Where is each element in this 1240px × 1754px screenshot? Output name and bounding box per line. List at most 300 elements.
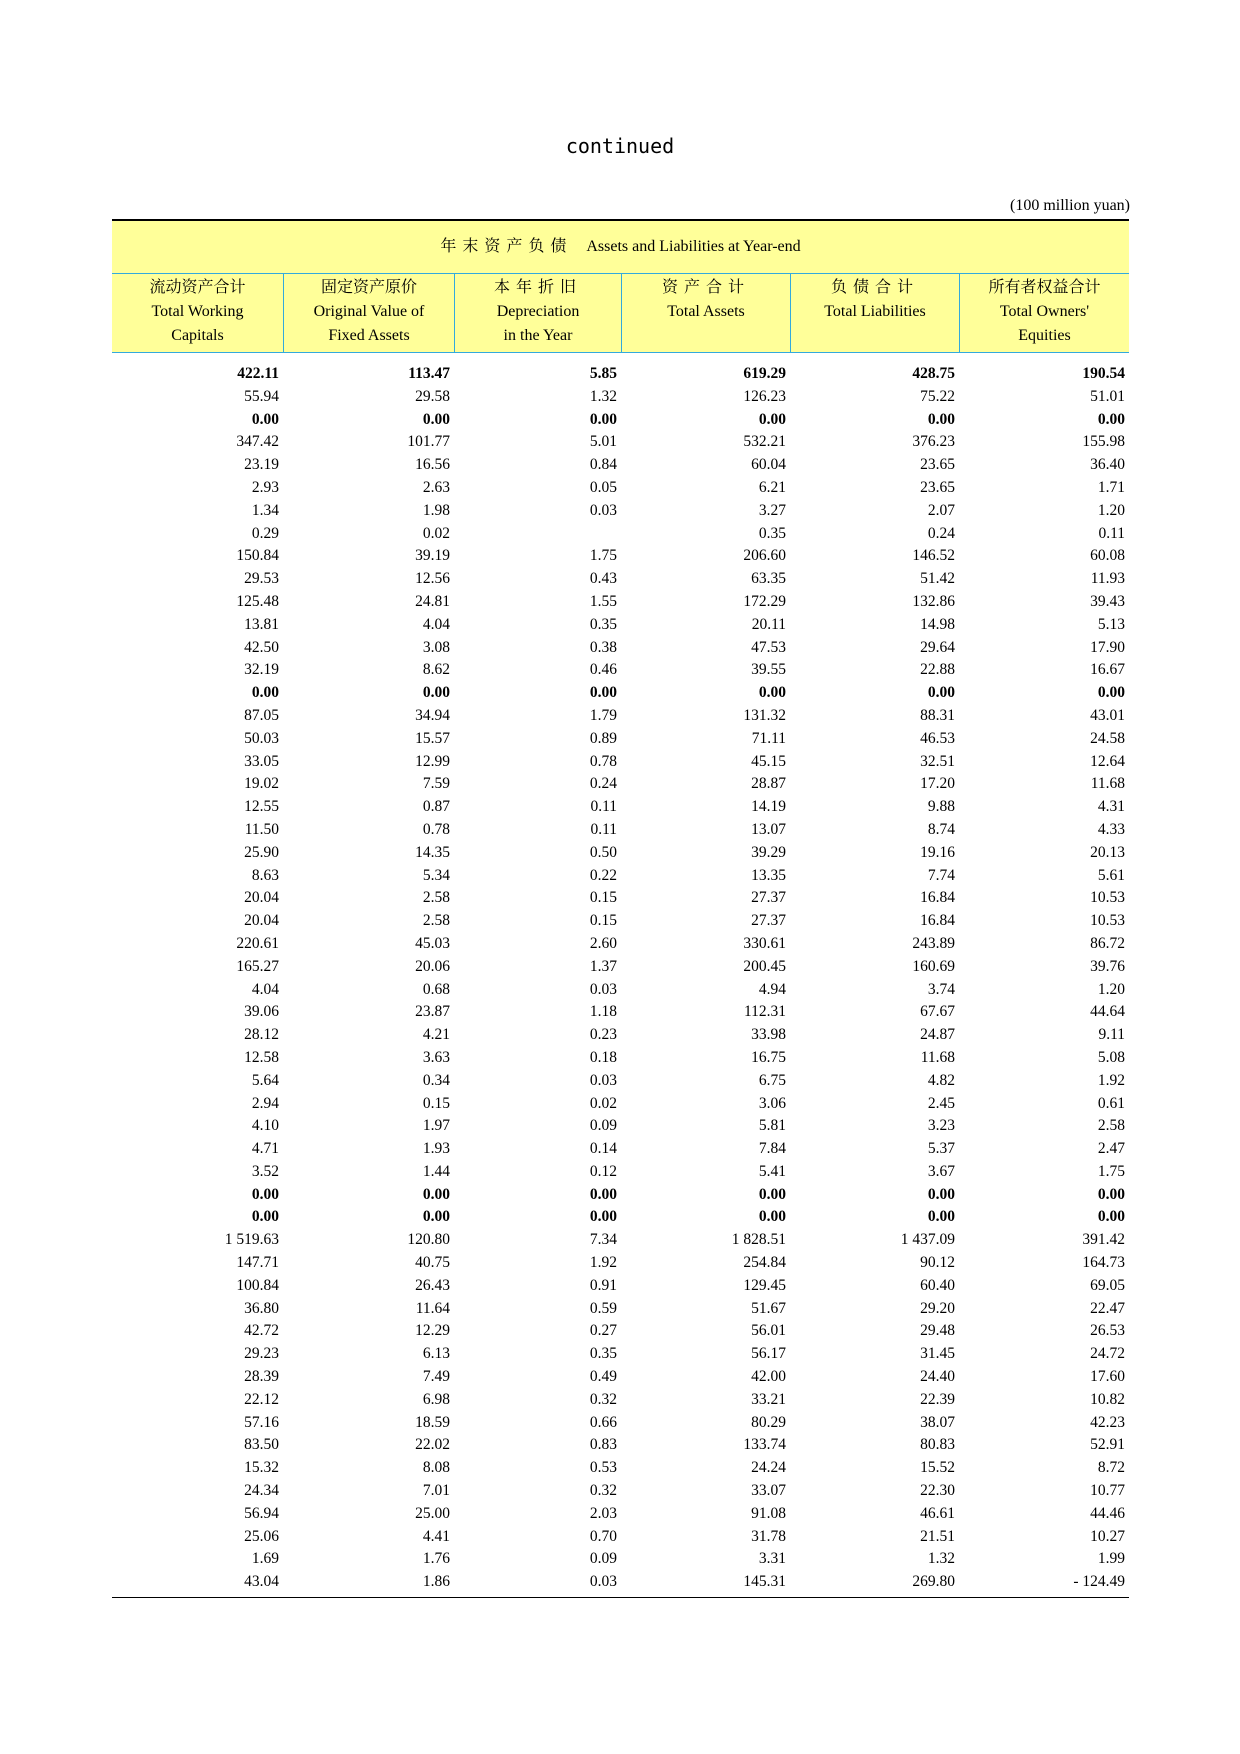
table-cell: 16.56 xyxy=(415,456,450,474)
table-cell: 71.11 xyxy=(751,729,786,747)
table-cell: 0.00 xyxy=(251,1208,279,1226)
table-cell: 0.49 xyxy=(589,1368,617,1386)
table-cell: 1.92 xyxy=(589,1254,617,1272)
table-cell: 0.00 xyxy=(422,1208,450,1226)
table-row xyxy=(112,659,1129,682)
group-header-zh: 年末资产负债 xyxy=(440,238,573,255)
table-cell: 80.29 xyxy=(751,1413,786,1431)
table-cell: 0.78 xyxy=(422,820,450,838)
table-cell: 28.87 xyxy=(751,775,786,793)
table-cell: 0.05 xyxy=(589,478,617,496)
table-cell: 3.31 xyxy=(758,1550,786,1568)
column-header-zh: 固定资产原价 xyxy=(320,279,417,296)
table-cell: 2.60 xyxy=(589,934,617,952)
table-cell: 0.24 xyxy=(589,775,617,793)
table-cell: 39.76 xyxy=(1090,957,1125,975)
table-cell: 46.53 xyxy=(920,729,955,747)
table-row xyxy=(112,682,1129,705)
table-cell: 0.23 xyxy=(589,1026,617,1044)
table-row xyxy=(112,1457,1129,1480)
table-row xyxy=(112,1366,1129,1389)
table-cell: 23.65 xyxy=(920,478,955,496)
table-cell: 39.29 xyxy=(751,843,786,861)
table-cell: 0.00 xyxy=(1097,410,1125,428)
table-row xyxy=(112,431,1129,454)
table-cell: 0.00 xyxy=(1097,1185,1125,1203)
table-row xyxy=(112,1389,1129,1412)
table-cell: 88.31 xyxy=(920,706,955,724)
table-cell: 1.20 xyxy=(1097,980,1125,998)
table-row xyxy=(112,1412,1129,1435)
table-cell: 1.55 xyxy=(589,592,617,610)
table-cell: 0.00 xyxy=(422,410,450,428)
table-cell: 160.69 xyxy=(912,957,955,975)
table-cell: 2.07 xyxy=(927,501,955,519)
table-cell: 0.00 xyxy=(251,410,279,428)
table-cell: 43.04 xyxy=(244,1573,279,1591)
column-header-total-assets xyxy=(621,274,790,352)
table-cell: 16.84 xyxy=(920,889,955,907)
table-cell: 113.47 xyxy=(408,365,450,382)
table-cell: 347.42 xyxy=(236,433,279,451)
table-cell: 4.10 xyxy=(251,1117,279,1135)
table-row xyxy=(112,751,1129,774)
table-cell: 0.00 xyxy=(927,1208,955,1226)
table-cell: 17.60 xyxy=(1090,1368,1125,1386)
table-cell: 0.32 xyxy=(589,1482,617,1500)
table-row xyxy=(112,1252,1129,1275)
table-cell: 126.23 xyxy=(743,387,786,405)
table-cell: 0.84 xyxy=(589,456,617,474)
table-cell: 23.65 xyxy=(920,456,955,474)
table-cell: 27.37 xyxy=(751,889,786,907)
table-cell: 532.21 xyxy=(743,433,786,451)
table-cell: 24.81 xyxy=(415,592,450,610)
table-cell: 4.82 xyxy=(927,1071,955,1089)
table-cell: 1.99 xyxy=(1097,1550,1125,1568)
table-cell: 4.41 xyxy=(422,1527,450,1545)
table-cell: 12.29 xyxy=(415,1322,450,1340)
table-cell: 165.27 xyxy=(236,957,279,975)
table-cell: 38.07 xyxy=(920,1413,955,1431)
table-row xyxy=(112,568,1129,591)
table-cell: 10.77 xyxy=(1090,1482,1125,1500)
table-row xyxy=(112,1229,1129,1252)
table-cell: 33.98 xyxy=(751,1026,786,1044)
group-header xyxy=(112,221,1129,274)
table-cell: 0.35 xyxy=(758,524,786,542)
column-header-en: Equities xyxy=(1018,327,1071,344)
table-cell: 120.80 xyxy=(407,1231,450,1249)
table-cell: 21.51 xyxy=(920,1527,955,1545)
table-cell: 4.94 xyxy=(758,980,786,998)
table-cell: 6.13 xyxy=(422,1345,450,1363)
table-cell: 0.27 xyxy=(589,1322,617,1340)
table-cell: 428.75 xyxy=(912,365,955,382)
table-cell: 60.40 xyxy=(920,1276,955,1294)
table-cell: 220.61 xyxy=(236,934,279,952)
table-row xyxy=(112,637,1129,660)
table-cell: 0.24 xyxy=(927,524,955,542)
table-row xyxy=(112,1001,1129,1024)
table-cell: 23.19 xyxy=(244,456,279,474)
table-cell: 26.53 xyxy=(1090,1322,1125,1340)
table-cell: 20.04 xyxy=(244,889,279,907)
table-cell: 100.84 xyxy=(236,1276,279,1294)
table-cell: 0.00 xyxy=(589,410,617,428)
table-cell: 17.20 xyxy=(920,775,955,793)
table-cell: 56.94 xyxy=(244,1504,279,1522)
table-cell: 22.12 xyxy=(244,1390,279,1408)
table-cell: 0.00 xyxy=(1097,684,1125,702)
table-cell: 150.84 xyxy=(236,547,279,565)
table-cell: 7.34 xyxy=(589,1231,617,1249)
table-cell: 2.63 xyxy=(422,478,450,496)
table-cell: 31.45 xyxy=(920,1345,955,1363)
table-cell: 0.02 xyxy=(422,524,450,542)
table-row xyxy=(112,386,1129,409)
table-cell: 11.68 xyxy=(920,1048,955,1066)
table-cell: 25.06 xyxy=(244,1527,279,1545)
table-cell: 2.58 xyxy=(422,889,450,907)
table-row xyxy=(112,796,1129,819)
table-cell: 15.52 xyxy=(920,1459,955,1477)
table-row xyxy=(112,1343,1129,1366)
column-headers xyxy=(112,274,1129,352)
table-cell: 7.74 xyxy=(927,866,955,884)
table-cell: 6.75 xyxy=(758,1071,786,1089)
table-cell: 391.42 xyxy=(1082,1231,1125,1249)
table-cell: 90.12 xyxy=(920,1254,955,1272)
table-cell: 206.60 xyxy=(743,547,786,565)
table-row xyxy=(112,1548,1129,1571)
table-cell: 22.39 xyxy=(920,1390,955,1408)
table-cell: 0.00 xyxy=(251,1185,279,1203)
table-cell: 55.94 xyxy=(244,387,279,405)
table-row xyxy=(112,523,1129,546)
table-cell: 1.32 xyxy=(589,387,617,405)
table-cell: 60.08 xyxy=(1090,547,1125,565)
table-row xyxy=(112,956,1129,979)
table-cell: 4.31 xyxy=(1097,798,1125,816)
table-cell: 3.27 xyxy=(758,501,786,519)
table-cell: 0.00 xyxy=(589,1208,617,1226)
table-cell: 9.11 xyxy=(1098,1026,1125,1044)
table-cell: 39.19 xyxy=(415,547,450,565)
table-cell: 3.74 xyxy=(927,980,955,998)
column-header-original-value-fixed-assets xyxy=(283,274,454,352)
table-row xyxy=(112,1275,1129,1298)
table-cell: 25.00 xyxy=(415,1504,450,1522)
table-cell: 51.42 xyxy=(920,570,955,588)
table-cell: 13.81 xyxy=(244,615,279,633)
table-row xyxy=(112,728,1129,751)
table-cell: 2.47 xyxy=(1097,1140,1125,1158)
table-row xyxy=(112,454,1129,477)
table-cell: 125.48 xyxy=(236,592,279,610)
table-row xyxy=(112,1320,1129,1343)
table-row xyxy=(112,591,1129,614)
table-cell: 0.38 xyxy=(589,638,617,656)
table-cell: 20.04 xyxy=(244,912,279,930)
table-cell: 1.44 xyxy=(422,1162,450,1180)
table-cell: 0.11 xyxy=(1098,524,1125,542)
table-cell: 1.37 xyxy=(589,957,617,975)
table-cell: 16.84 xyxy=(920,912,955,930)
table-cell: 1.98 xyxy=(422,501,450,519)
table-cell: 22.30 xyxy=(920,1482,955,1500)
table-cell: 12.56 xyxy=(415,570,450,588)
table-header xyxy=(112,221,1129,353)
table-cell: 0.09 xyxy=(589,1117,617,1135)
table-cell: 0.34 xyxy=(422,1071,450,1089)
table-cell: 0.15 xyxy=(422,1094,450,1112)
table-cell: 27.37 xyxy=(751,912,786,930)
table-cell: 1.79 xyxy=(589,706,617,724)
table-cell: 2.58 xyxy=(422,912,450,930)
table-cell: 0.66 xyxy=(589,1413,617,1431)
table-cell: 0.03 xyxy=(589,980,617,998)
table-cell: 2.93 xyxy=(251,478,279,496)
table-cell: 29.58 xyxy=(415,387,450,405)
table-cell: 56.01 xyxy=(751,1322,786,1340)
table-cell: 11.68 xyxy=(1090,775,1125,793)
table-cell: 16.75 xyxy=(751,1048,786,1066)
table-cell: 0.50 xyxy=(589,843,617,861)
table-cell: 330.61 xyxy=(743,934,786,952)
bottom-rule xyxy=(112,1597,1129,1598)
table-cell: 19.16 xyxy=(920,843,955,861)
table-cell: 29.48 xyxy=(920,1322,955,1340)
table-cell: 1 828.51 xyxy=(731,1231,786,1249)
table-cell: 1.34 xyxy=(251,501,279,519)
column-header-zh: 负债合计 xyxy=(830,279,919,296)
column-header-total-owners-equities xyxy=(959,274,1129,352)
table-row xyxy=(112,933,1129,956)
table-row xyxy=(112,979,1129,1002)
table-cell: 0.00 xyxy=(589,1185,617,1203)
table-cell: 28.39 xyxy=(244,1368,279,1386)
table-row xyxy=(112,1571,1129,1594)
table-cell: 50.03 xyxy=(244,729,279,747)
table-cell: 39.43 xyxy=(1090,592,1125,610)
table-cell: 132.86 xyxy=(912,592,955,610)
column-header-en: Depreciation xyxy=(496,303,580,320)
table-row xyxy=(112,1480,1129,1503)
table-cell: 29.64 xyxy=(920,638,955,656)
table-cell: 0.00 xyxy=(758,1185,786,1203)
table-row xyxy=(112,1024,1129,1047)
table-cell: 0.11 xyxy=(590,820,617,838)
table-cell: 0.35 xyxy=(589,615,617,633)
table-cell: 8.08 xyxy=(422,1459,450,1477)
table-row xyxy=(112,910,1129,933)
table-cell: 15.32 xyxy=(244,1459,279,1477)
table-cell: 0.89 xyxy=(589,729,617,747)
table-cell: 146.52 xyxy=(912,547,955,565)
column-header-zh: 所有者权益合计 xyxy=(988,279,1101,296)
table-cell: 24.24 xyxy=(751,1459,786,1477)
table-cell: 11.64 xyxy=(415,1299,450,1317)
table-row xyxy=(112,842,1129,865)
table-cell: 29.53 xyxy=(244,570,279,588)
table-cell: 0.00 xyxy=(758,1208,786,1226)
table-cell: 12.99 xyxy=(415,752,450,770)
table-cell: 0.00 xyxy=(927,410,955,428)
table-cell: 3.67 xyxy=(927,1162,955,1180)
column-header-en: in the Year xyxy=(503,327,573,344)
table-cell: 3.63 xyxy=(422,1048,450,1066)
table-row xyxy=(112,363,1129,386)
table-cell: 91.08 xyxy=(751,1504,786,1522)
column-header-en: Capitals xyxy=(171,327,224,344)
table-cell: 2.45 xyxy=(927,1094,955,1112)
table-cell: 22.02 xyxy=(415,1436,450,1454)
column-header-en: Total Assets xyxy=(667,303,745,320)
column-header-en: Original Value of xyxy=(313,303,425,320)
table-cell: 1.97 xyxy=(422,1117,450,1135)
table-cell: 0.59 xyxy=(589,1299,617,1317)
table-cell: 129.45 xyxy=(743,1276,786,1294)
table-cell: 0.00 xyxy=(422,1185,450,1203)
table-cell: 0.15 xyxy=(589,912,617,930)
table-cell: - 124.49 xyxy=(1073,1573,1125,1591)
table-cell: 5.01 xyxy=(589,433,617,451)
table-row xyxy=(112,614,1129,637)
table-cell: 26.43 xyxy=(415,1276,450,1294)
table-cell: 1.71 xyxy=(1097,478,1125,496)
table-cell: 0.00 xyxy=(758,684,786,702)
column-header-zh: 资产合计 xyxy=(661,279,750,296)
table-cell: 5.37 xyxy=(927,1140,955,1158)
table-cell: 145.31 xyxy=(743,1573,786,1591)
table-cell: 24.40 xyxy=(920,1368,955,1386)
table-cell: 36.80 xyxy=(244,1299,279,1317)
table-cell: 131.32 xyxy=(743,706,786,724)
table-cell: 133.74 xyxy=(743,1436,786,1454)
table-cell: 52.91 xyxy=(1090,1436,1125,1454)
table-row xyxy=(112,1161,1129,1184)
table-cell: 147.71 xyxy=(236,1254,279,1272)
table-cell: 8.63 xyxy=(251,866,279,884)
table-cell: 7.59 xyxy=(422,775,450,793)
table-row xyxy=(112,705,1129,728)
table-cell: 10.82 xyxy=(1090,1390,1125,1408)
table-cell: 1.93 xyxy=(422,1140,450,1158)
table-cell: 190.54 xyxy=(1082,365,1125,382)
table-cell: 0.00 xyxy=(927,1185,955,1203)
table-cell: 29.23 xyxy=(244,1345,279,1363)
table-cell: 42.23 xyxy=(1090,1413,1125,1431)
table-cell: 12.58 xyxy=(244,1048,279,1066)
table-cell: 0.91 xyxy=(589,1276,617,1294)
table-cell: 0.09 xyxy=(589,1550,617,1568)
table-cell: 1.20 xyxy=(1097,501,1125,519)
table-cell: 0.53 xyxy=(589,1459,617,1477)
table-cell: 5.13 xyxy=(1097,615,1125,633)
table-row xyxy=(112,819,1129,842)
table-cell: 11.50 xyxy=(244,820,279,838)
table-cell: 1 519.63 xyxy=(224,1231,279,1249)
table-cell: 1.76 xyxy=(422,1550,450,1568)
table-cell: 44.46 xyxy=(1090,1504,1125,1522)
table-cell: 24.72 xyxy=(1090,1345,1125,1363)
table-cell: 1.32 xyxy=(927,1550,955,1568)
table-cell: 20.13 xyxy=(1090,843,1125,861)
table-cell: 17.90 xyxy=(1090,638,1125,656)
table-cell: 269.80 xyxy=(912,1573,955,1591)
table-cell: 10.53 xyxy=(1090,912,1125,930)
table-cell: 29.20 xyxy=(920,1299,955,1317)
table-cell: 0.46 xyxy=(589,661,617,679)
table-cell: 254.84 xyxy=(743,1254,786,1272)
table-row xyxy=(112,1434,1129,1457)
table-cell: 5.34 xyxy=(422,866,450,884)
table-cell: 40.75 xyxy=(415,1254,450,1272)
table-cell: 2.94 xyxy=(251,1094,279,1112)
table-cell: 4.71 xyxy=(251,1140,279,1158)
column-header-en: Total Working xyxy=(151,303,244,320)
table-cell: 101.77 xyxy=(407,433,450,451)
table-cell: 0.02 xyxy=(589,1094,617,1112)
table-cell: 45.15 xyxy=(751,752,786,770)
table-cell: 4.04 xyxy=(422,615,450,633)
table-cell: 51.01 xyxy=(1090,387,1125,405)
table-cell: 0.00 xyxy=(1097,1208,1125,1226)
table-cell: 0.61 xyxy=(1097,1094,1125,1112)
column-header-total-working-capitals xyxy=(112,274,283,352)
table-cell: 0.03 xyxy=(589,1071,617,1089)
table-cell: 83.50 xyxy=(244,1436,279,1454)
table-cell: 36.40 xyxy=(1090,456,1125,474)
table-cell: 14.19 xyxy=(751,798,786,816)
page-heading: continued xyxy=(565,134,675,158)
table-row xyxy=(112,500,1129,523)
table-cell: 0.00 xyxy=(251,684,279,702)
table-cell: 33.21 xyxy=(751,1390,786,1408)
table-cell: 32.19 xyxy=(244,661,279,679)
table-cell: 43.01 xyxy=(1090,706,1125,724)
table-cell: 32.51 xyxy=(920,752,955,770)
table-cell: 14.98 xyxy=(920,615,955,633)
table-cell: 7.49 xyxy=(422,1368,450,1386)
table-row xyxy=(112,865,1129,888)
table-body xyxy=(112,353,1129,1594)
table-cell: 24.34 xyxy=(244,1482,279,1500)
table-cell: 1.75 xyxy=(589,547,617,565)
table-cell: 422.11 xyxy=(237,365,279,382)
table-cell: 22.47 xyxy=(1090,1299,1125,1317)
column-header-en: Fixed Assets xyxy=(328,327,410,344)
column-header-en: Total Owners' xyxy=(999,303,1090,320)
table-row xyxy=(112,1138,1129,1161)
table-cell: 34.94 xyxy=(415,706,450,724)
table-cell: 16.67 xyxy=(1090,661,1125,679)
column-header-total-liabilities xyxy=(790,274,959,352)
table-cell: 28.12 xyxy=(244,1026,279,1044)
table-cell: 12.64 xyxy=(1090,752,1125,770)
table-cell: 0.18 xyxy=(589,1048,617,1066)
table-cell: 5.41 xyxy=(758,1162,786,1180)
table-cell: 0.68 xyxy=(422,980,450,998)
table-cell: 47.53 xyxy=(751,638,786,656)
table-cell: 0.70 xyxy=(589,1527,617,1545)
table-cell: 8.74 xyxy=(927,820,955,838)
table-cell: 0.78 xyxy=(589,752,617,770)
unit-label: (100 million yuan) xyxy=(1010,197,1130,214)
table-cell: 14.35 xyxy=(415,843,450,861)
table-cell: 10.53 xyxy=(1090,889,1125,907)
